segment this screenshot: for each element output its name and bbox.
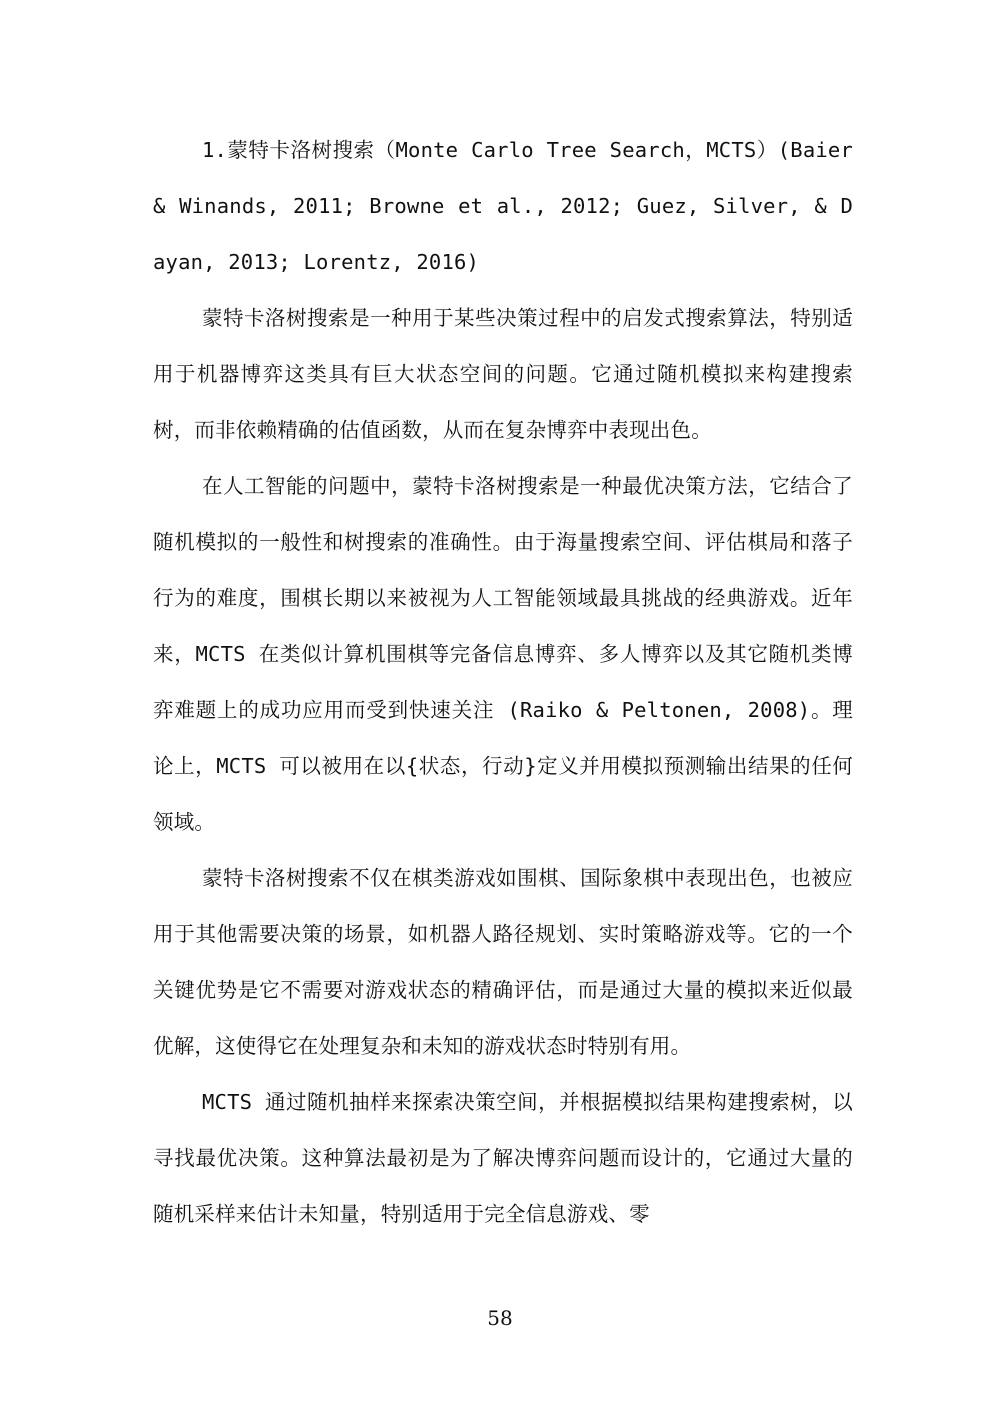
page-number: 58 [487, 1306, 513, 1330]
paragraph-1: 蒙特卡洛树搜索是一种用于某些决策过程中的启发式搜索算法，特别适用于机器博弈这类具有巨大状态空间的问题。它通过随机模拟来构建搜索树，而非依赖精确的估值函数，从而在复杂博弈中表现出色。 [153, 306, 853, 442]
paragraph-3: 蒙特卡洛树搜索不仅在棋类游戏如围棋、国际象棋中表现出色，也被应用于其他需要决策的场景，如机器人路径规划、实时策略游戏等。它的一个关键优势是它不需要对游戏状态的精确评估，而是通过大量的模拟来近似最优解，这使得它在处理复杂和未知的游戏状态时特别有用。 [153, 866, 853, 1058]
paragraph-2: 在人工智能的问题中，蒙特卡洛树搜索是一种最优决策方法，它结合了随机模拟的一般性和树搜索的准确性。由于海量搜索空间、评估棋局和落子行为的难度，围棋长期以来被视为人工智能领域最具挑战的经典游戏。近年来，MCTS 在类似计算机围棋等完备信息博弈、多人博弈以及其它随机类博弈难题上的成功应用而受到快速关注 (Raiko & Peltonen, 2008)。理论上，MCTS 可以被用在以{状态，行动}定义并用模拟预测输出结果的任何领域。 [153, 474, 853, 834]
page-content [153, 122, 853, 1242]
paragraph-4: MCTS 通过随机抽样来探索决策空间，并根据模拟结果构建搜索树，以寻找最优决策。这种算法最初是为了解决博弈问题而设计的，它通过大量的随机采样来估计未知量，特别适用于完全信息游戏、零 [153, 1090, 853, 1226]
section-heading: 1.蒙特卡洛树搜索（Monte Carlo Tree Search，MCTS）(Baier & Winands, 2011; Browne et al., 2012; Guez, Silver, & Dayan, 2013; Lorentz, 2016) [153, 138, 853, 274]
